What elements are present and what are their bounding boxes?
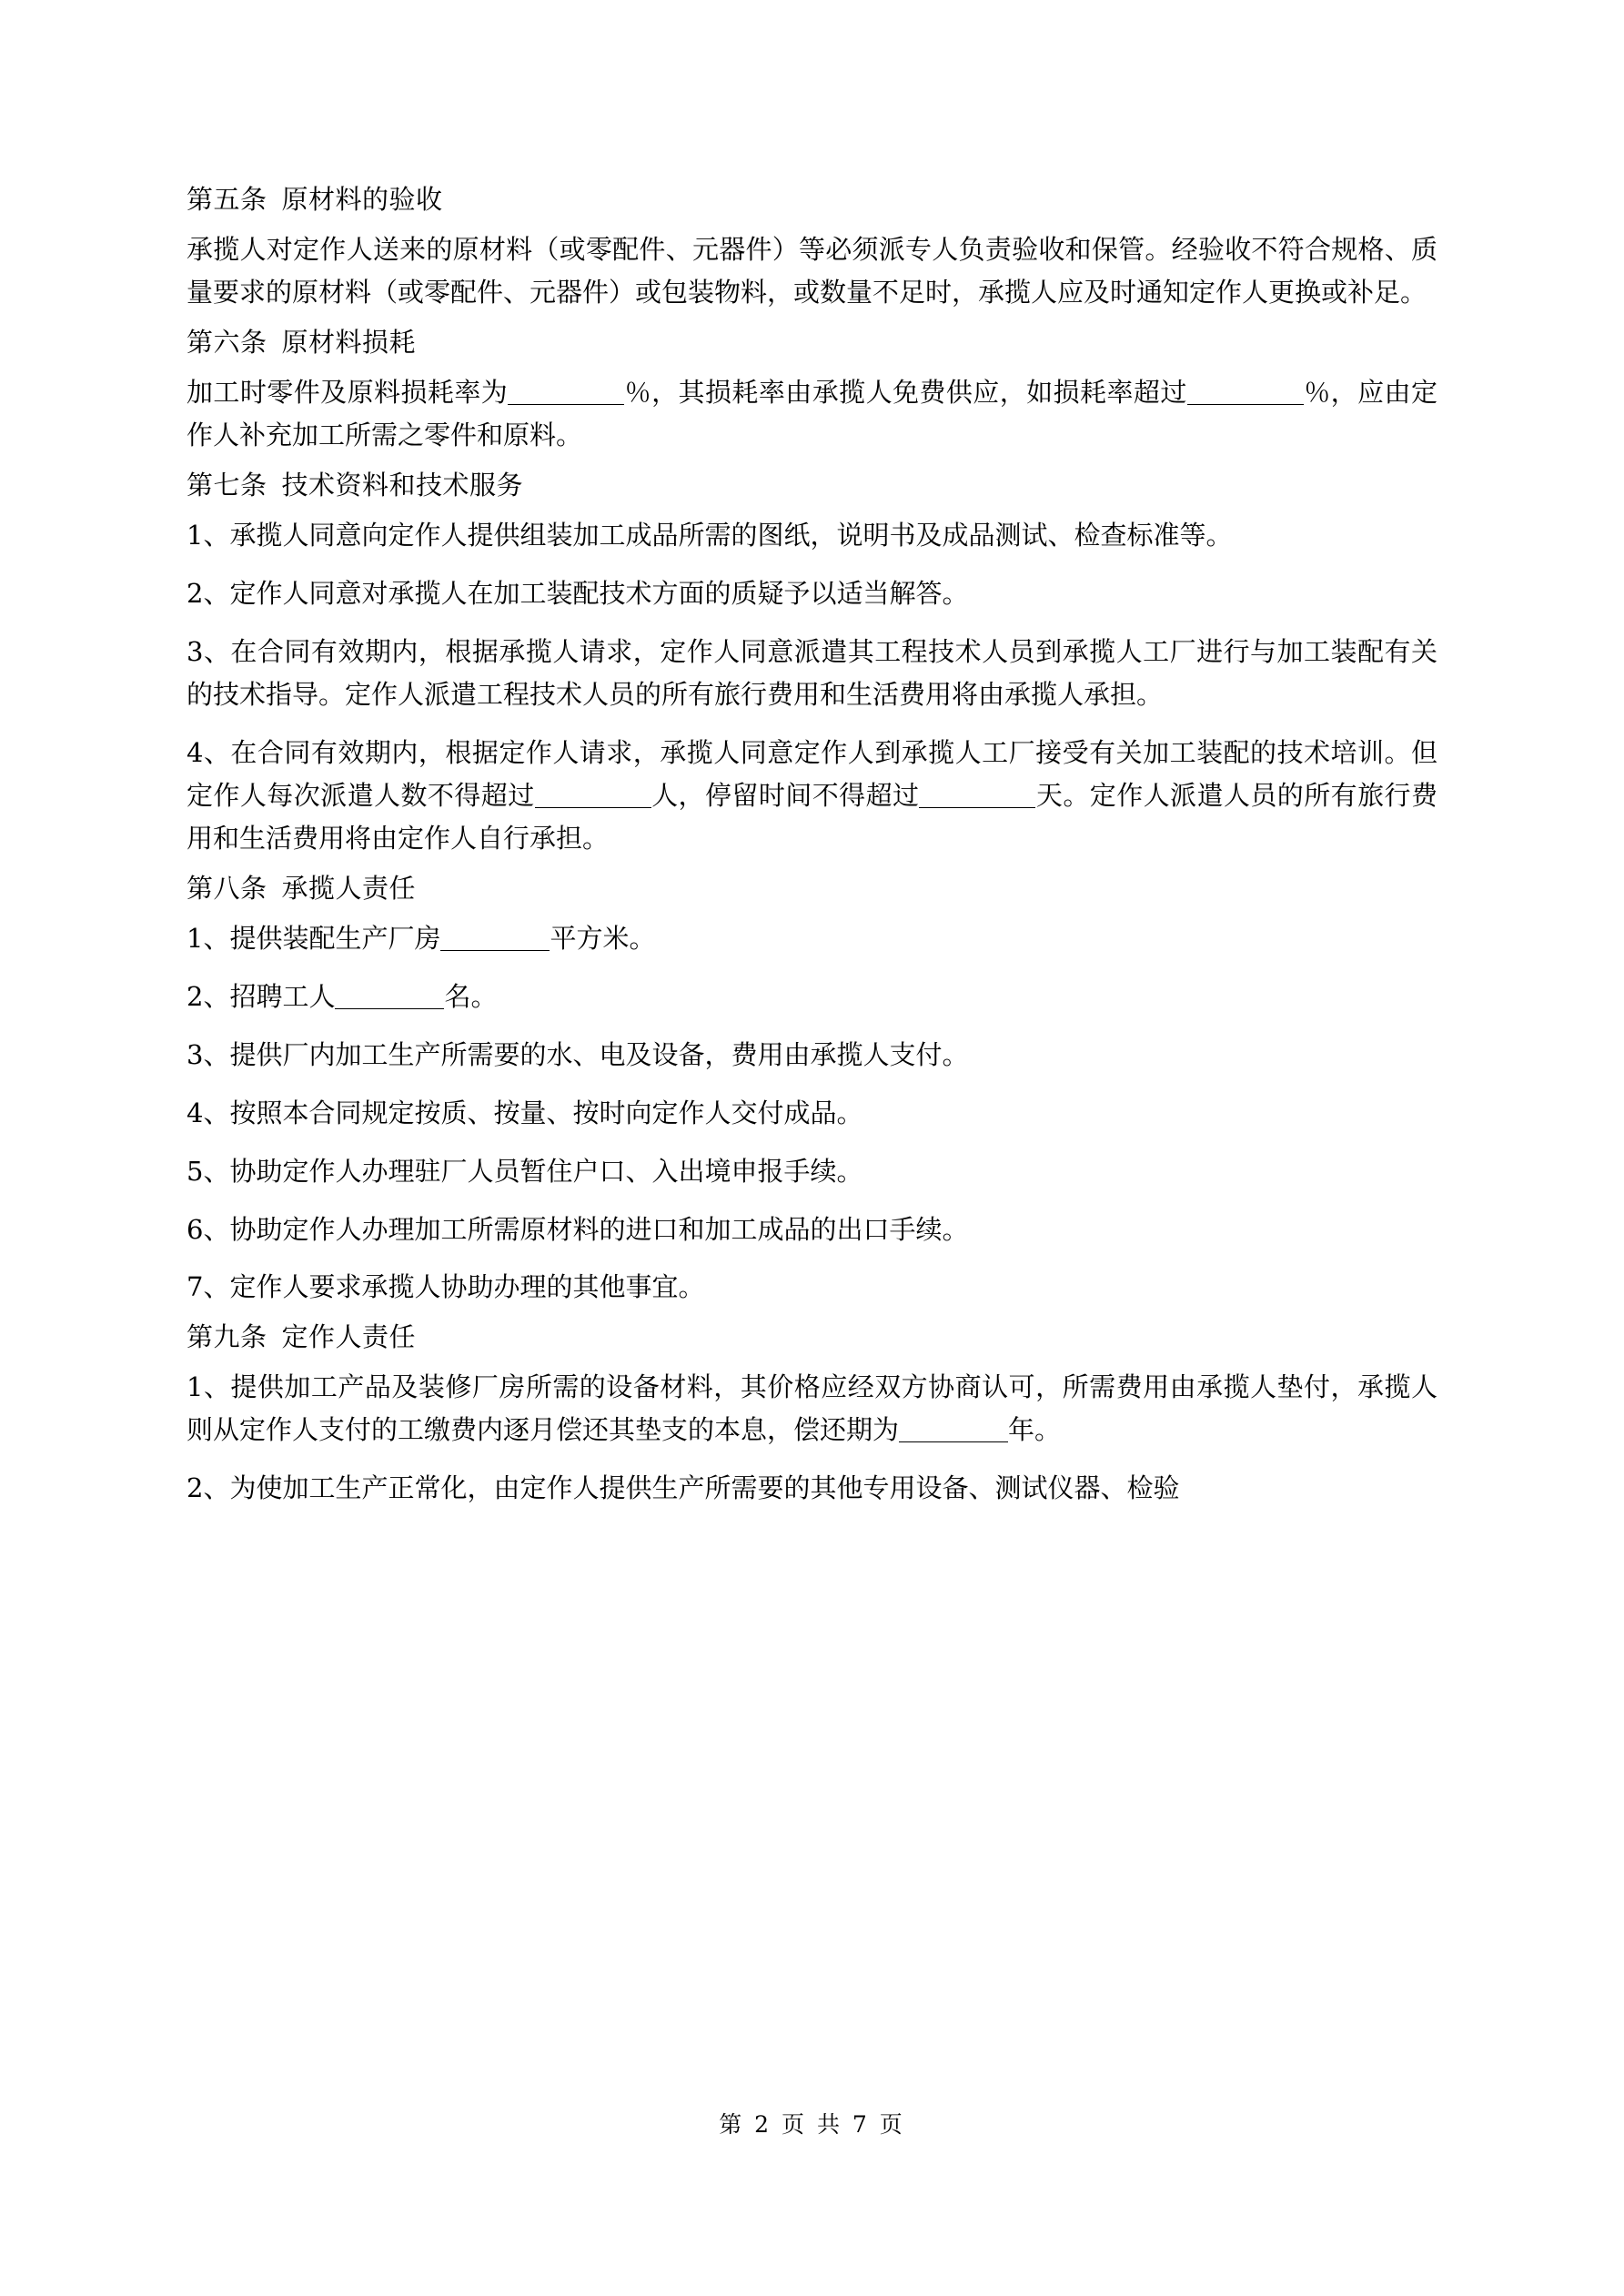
section-title: 技术资料和技术服务 (281, 469, 524, 501)
paragraph-text: 年。 (1008, 1414, 1062, 1446)
paragraph-text: 1、承揽人同意向定作人提供组装加工成品所需的图纸，说明书及成品测试、检查标准等。 (187, 519, 1233, 551)
paragraph-text: 2、为使加工生产正常化，由定作人提供生产所需要的其他专用设备、测试仪器、检验 (187, 1472, 1180, 1504)
paragraph-art8-p7 (187, 1266, 1437, 1309)
paragraph-art9-p2 (187, 1467, 1437, 1510)
section-number: 第五条 (187, 184, 267, 215)
paragraph-art5-p1 (187, 228, 1437, 314)
section-title: 定作人责任 (281, 1321, 417, 1353)
paragraph-text: 6、协助定作人办理加工所需原材料的进口和加工成品的出口手续。 (187, 1213, 969, 1245)
paragraph-text: 天。定作人派遣人员的所有旅行费用和生活费用将由定作人自行承担。 (187, 779, 1437, 854)
paragraph-art8-p2 (187, 976, 1437, 1018)
paragraph-art8-p4 (187, 1092, 1437, 1135)
page-footer: 第 2 页 共 7 页 (719, 2111, 905, 2138)
fill-in-blank[interactable] (508, 379, 624, 405)
section-title: 原材料损耗 (281, 326, 417, 358)
paragraph-art8-p1 (187, 917, 1437, 960)
paragraph-text: ％，其损耗率由承揽人免费供应，如损耗率超过 (624, 376, 1187, 408)
section-number: 第六条 (187, 326, 267, 358)
paragraph-art7-p1 (187, 514, 1437, 557)
paragraph-text: 1、提供装配生产厂房 (187, 922, 441, 954)
paragraph-text: 3、提供厂内加工生产所需要的水、电及设备，费用由承揽人支付。 (187, 1038, 969, 1070)
section-number: 第八条 (187, 872, 267, 904)
paragraph-art8-p5 (187, 1150, 1437, 1193)
section-number: 第七条 (187, 469, 267, 501)
paragraph-text: 人，停留时间不得超过 (651, 779, 920, 811)
section-heading-article-6 (187, 326, 1437, 358)
paragraph-text: ％，应由定作人补充加工所需之零件和原料。 (187, 376, 1437, 450)
paragraph-art6-p1 (187, 371, 1437, 457)
paragraph-art7-p4 (187, 732, 1437, 860)
section-heading-article-5 (187, 184, 1437, 215)
section-number: 第九条 (187, 1321, 267, 1353)
fill-in-blank[interactable] (1187, 379, 1304, 405)
section-title: 承揽人责任 (281, 872, 417, 904)
fill-in-blank[interactable] (535, 782, 651, 808)
paragraph-text: 2、定作人同意对承揽人在加工装配技术方面的质疑予以适当解答。 (187, 577, 969, 609)
paragraph-art8-p3 (187, 1034, 1437, 1077)
paragraph-art8-p6 (187, 1209, 1437, 1251)
fill-in-blank[interactable] (335, 983, 444, 1009)
paragraph-art7-p3 (187, 631, 1437, 716)
section-heading-article-8 (187, 872, 1437, 904)
fill-in-blank[interactable] (440, 925, 550, 951)
section-heading-article-9 (187, 1321, 1437, 1353)
paragraph-text: 名。 (444, 980, 498, 1012)
paragraph-text: 4、按照本合同规定按质、按量、按时向定作人交付成品。 (187, 1097, 863, 1128)
paragraph-text: 1、提供加工产品及装修厂房所需的设备材料，其价格应经双方协商认可，所需费用由承揽人垫付，承揽人则从定作人支付的工缴费内逐月偿还其垫支的本息，偿还期为 (187, 1371, 1437, 1446)
document-body (187, 184, 1437, 1525)
section-title: 原材料的验收 (281, 184, 443, 215)
fill-in-blank[interactable] (899, 1416, 1008, 1442)
paragraph-text: 7、定作人要求承揽人协助办理的其他事宜。 (187, 1271, 705, 1303)
paragraph-art7-p2 (187, 572, 1437, 615)
paragraph-text: 承揽人对定作人送来的原材料（或零配件、元器件）等必须派专人负责验收和保管。经验收不符合规格、质量要求的原材料（或零配件、元器件）或包装物料，或数量不足时，承揽人应及时通知定作人更换或补足。 (187, 234, 1437, 308)
paragraph-text: 4、在合同有效期内，根据定作人请求，承揽人同意定作人到承揽人工厂接受有关加工装配的技术培训。但定作人每次派遣人数不得超过 (187, 736, 1437, 811)
fill-in-blank[interactable] (919, 782, 1035, 808)
section-heading-article-7 (187, 469, 1437, 501)
paragraph-text: 加工时零件及原料损耗率为 (187, 376, 509, 408)
paragraph-text: 平方米。 (550, 922, 656, 954)
paragraph-text: 5、协助定作人办理驻厂人员暂住户口、入出境申报手续。 (187, 1155, 863, 1187)
paragraph-art9-p1 (187, 1366, 1437, 1451)
paragraph-text: 2、招聘工人 (187, 980, 336, 1012)
paragraph-text: 3、在合同有效期内，根据承揽人请求，定作人同意派遣其工程技术人员到承揽人工厂进行与加工装配有关的技术指导。定作人派遣工程技术人员的所有旅行费用和生活费用将由承揽人承担。 (187, 635, 1437, 710)
